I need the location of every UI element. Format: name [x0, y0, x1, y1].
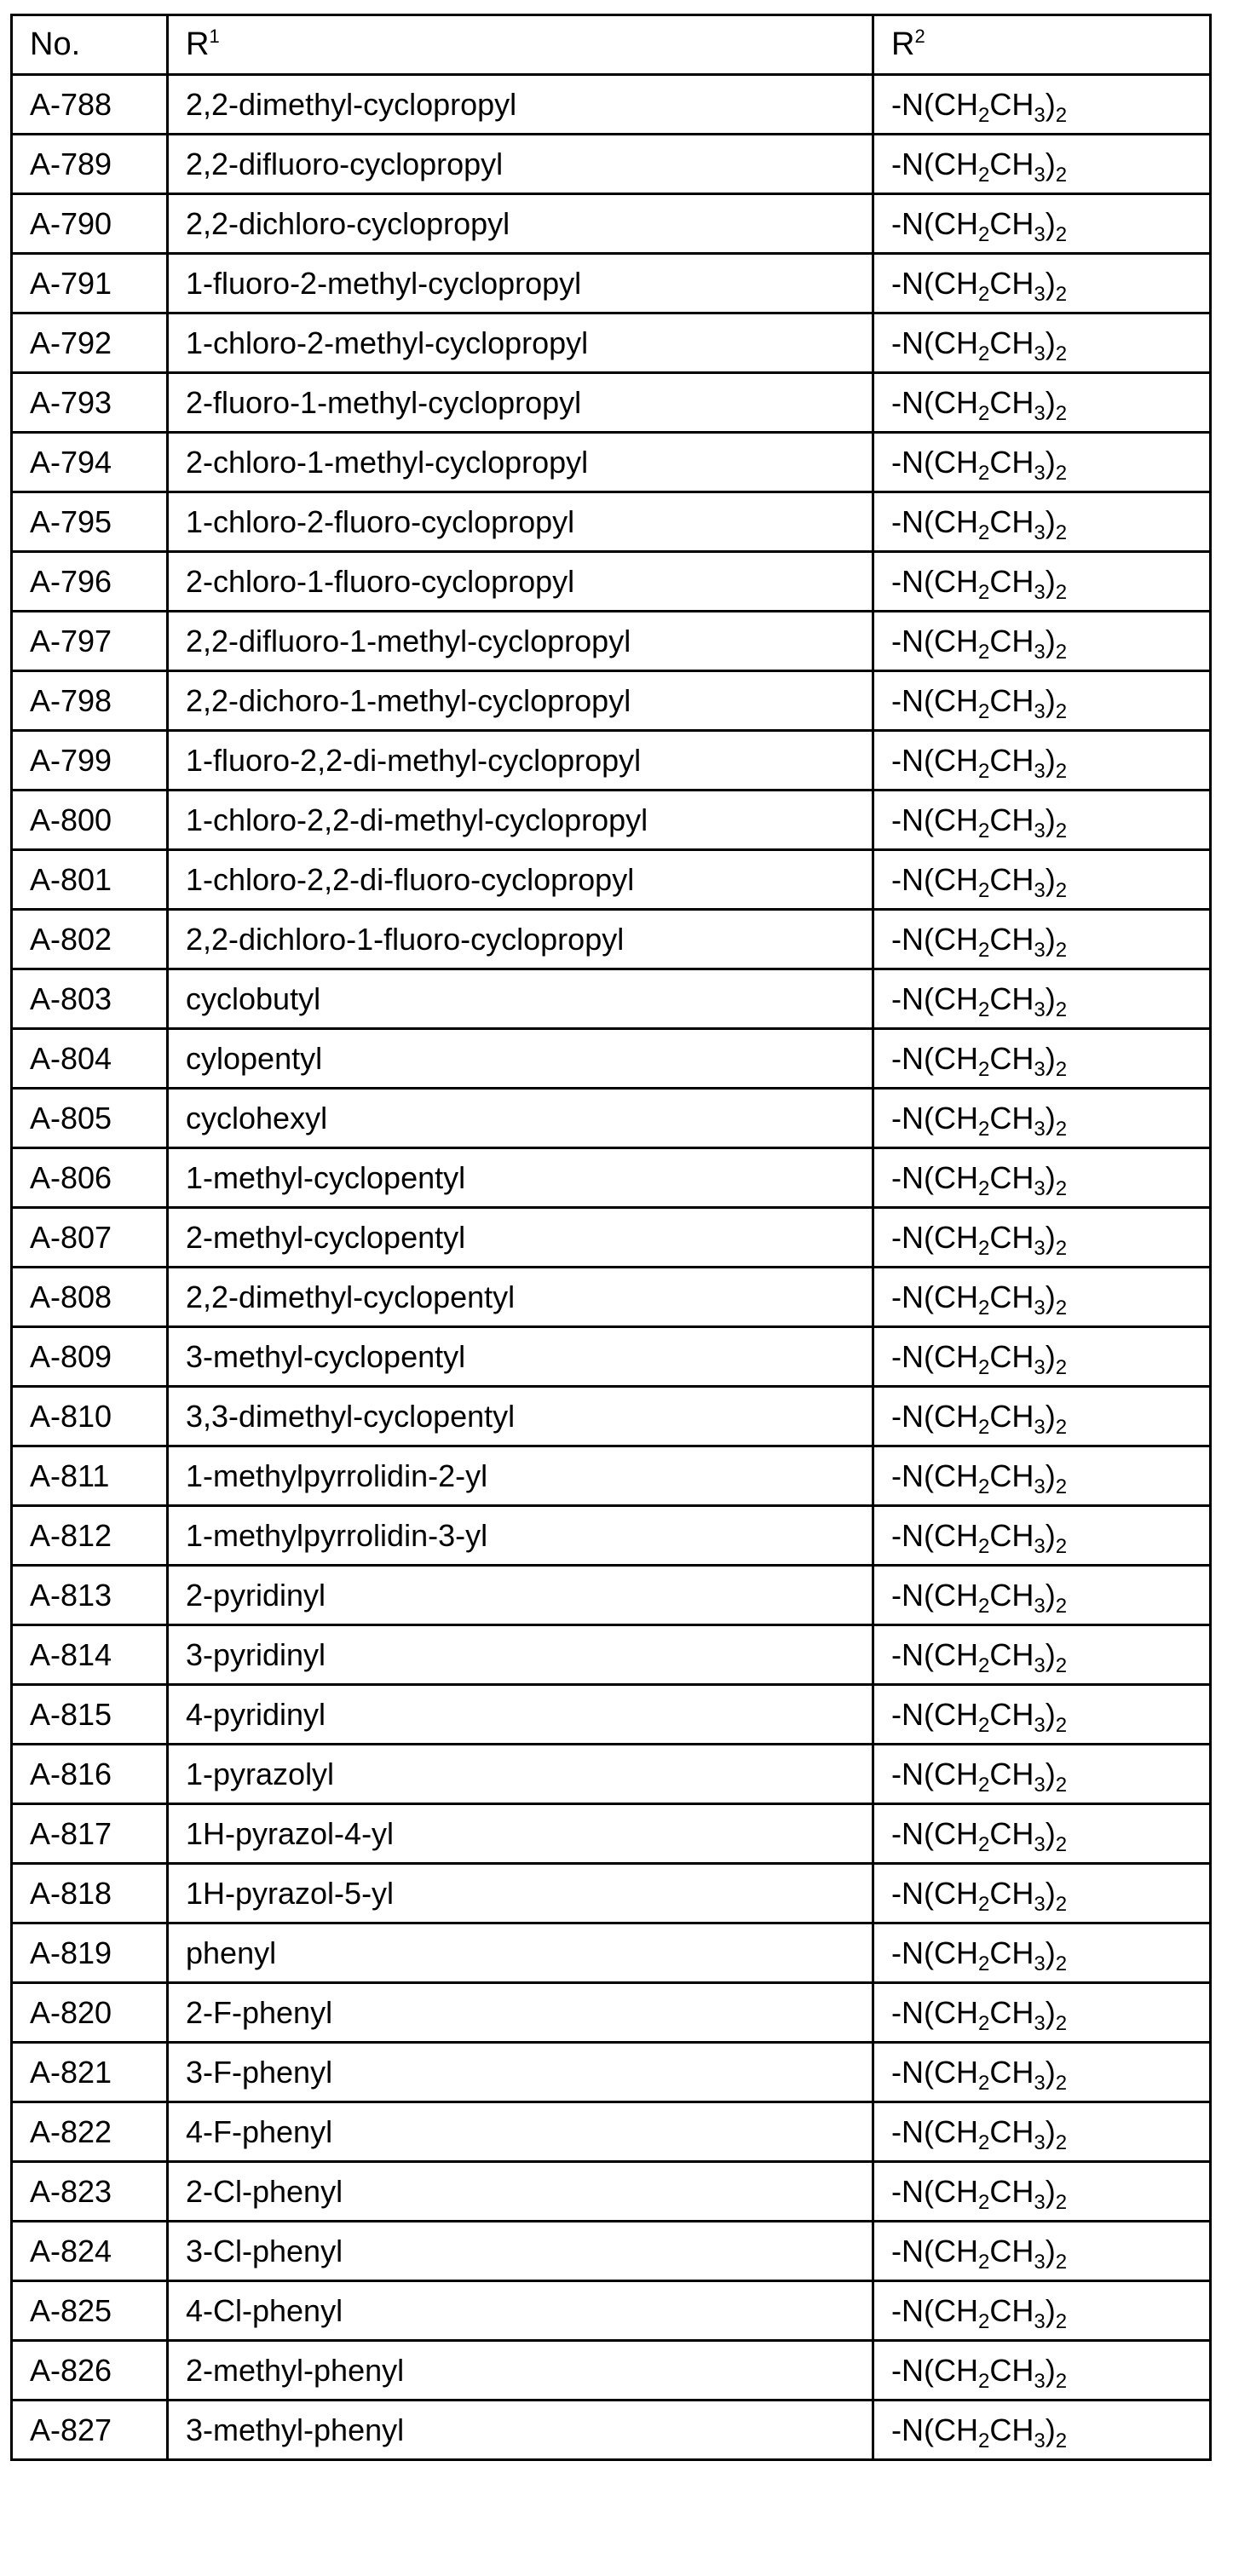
- cell-r1: 3-methyl-phenyl: [168, 2401, 873, 2460]
- cell-no: A-793: [12, 373, 168, 433]
- table-row: [12, 731, 1211, 791]
- cell-r1: 1-chloro-2-methyl-cyclopropyl: [168, 313, 873, 373]
- cell-r2: -N(CH2CH3)2: [873, 1387, 1211, 1446]
- table-row: [12, 2281, 1211, 2341]
- cell-no: A-796: [12, 552, 168, 612]
- cell-no: A-821: [12, 2043, 168, 2102]
- cell-r1: 1-pyrazolyl: [168, 1745, 873, 1804]
- cell-r1: 1-chloro-2-fluoro-cyclopropyl: [168, 492, 873, 552]
- cell-no: A-823: [12, 2162, 168, 2222]
- cell-no: A-800: [12, 791, 168, 850]
- cell-r1: 2,2-dimethyl-cyclopentyl: [168, 1268, 873, 1327]
- table-row: [12, 2222, 1211, 2281]
- cell-r1: 1-chloro-2,2-di-methyl-cyclopropyl: [168, 791, 873, 850]
- cell-r1: cyclohexyl: [168, 1089, 873, 1148]
- cell-r1: 2-pyridinyl: [168, 1566, 873, 1625]
- cell-no: A-814: [12, 1625, 168, 1685]
- cell-r1: 2-chloro-1-fluoro-cyclopropyl: [168, 552, 873, 612]
- header-r2: R2: [873, 15, 1211, 75]
- cell-no: A-813: [12, 1566, 168, 1625]
- cell-no: A-825: [12, 2281, 168, 2341]
- cell-r2: -N(CH2CH3)2: [873, 1148, 1211, 1208]
- cell-r1: 3-pyridinyl: [168, 1625, 873, 1685]
- cell-r2: -N(CH2CH3)2: [873, 612, 1211, 671]
- cell-r1: 2,2-dichloro-1-fluoro-cyclopropyl: [168, 910, 873, 969]
- cell-r2: -N(CH2CH3)2: [873, 2341, 1211, 2401]
- cell-r2: -N(CH2CH3)2: [873, 373, 1211, 433]
- table-row: [12, 2162, 1211, 2222]
- cell-r1: phenyl: [168, 1923, 873, 1983]
- cell-r1: 1-chloro-2,2-di-fluoro-cyclopropyl: [168, 850, 873, 910]
- cell-r1: 1-methylpyrrolidin-3-yl: [168, 1506, 873, 1566]
- table-row: [12, 1208, 1211, 1268]
- cell-r2: -N(CH2CH3)2: [873, 1566, 1211, 1625]
- cell-no: A-820: [12, 1983, 168, 2043]
- cell-no: A-811: [12, 1446, 168, 1506]
- table-row: [12, 1506, 1211, 1566]
- cell-r2: -N(CH2CH3)2: [873, 1327, 1211, 1387]
- table-row: [12, 1029, 1211, 1089]
- table-row: [12, 612, 1211, 671]
- table-row: [12, 2401, 1211, 2460]
- cell-no: A-794: [12, 433, 168, 492]
- table-row: [12, 1625, 1211, 1685]
- table-row: [12, 671, 1211, 731]
- table-row: [12, 313, 1211, 373]
- cell-r2: -N(CH2CH3)2: [873, 254, 1211, 313]
- cell-r2: -N(CH2CH3)2: [873, 2222, 1211, 2281]
- cell-r1: 1-methyl-cyclopentyl: [168, 1148, 873, 1208]
- cell-no: A-792: [12, 313, 168, 373]
- cell-r2: -N(CH2CH3)2: [873, 2043, 1211, 2102]
- cell-no: A-819: [12, 1923, 168, 1983]
- cell-r1: 2,2-difluoro-cyclopropyl: [168, 135, 873, 194]
- cell-no: A-795: [12, 492, 168, 552]
- table-row: [12, 2341, 1211, 2401]
- cell-no: A-818: [12, 1864, 168, 1923]
- cell-r2: -N(CH2CH3)2: [873, 1625, 1211, 1685]
- cell-r2: -N(CH2CH3)2: [873, 433, 1211, 492]
- cell-r1: 4-Cl-phenyl: [168, 2281, 873, 2341]
- table-row: [12, 433, 1211, 492]
- table-row: [12, 791, 1211, 850]
- cell-r2: -N(CH2CH3)2: [873, 1804, 1211, 1864]
- table-row: [12, 1566, 1211, 1625]
- table-row: [12, 492, 1211, 552]
- cell-r2: -N(CH2CH3)2: [873, 1506, 1211, 1566]
- cell-r1: 2-fluoro-1-methyl-cyclopropyl: [168, 373, 873, 433]
- table-row: [12, 194, 1211, 254]
- table-row: [12, 135, 1211, 194]
- cell-no: A-797: [12, 612, 168, 671]
- cell-r2: -N(CH2CH3)2: [873, 791, 1211, 850]
- cell-r1: 2-methyl-phenyl: [168, 2341, 873, 2401]
- cell-no: A-808: [12, 1268, 168, 1327]
- cell-no: A-815: [12, 1685, 168, 1745]
- table-row: [12, 1864, 1211, 1923]
- table-row: [12, 1148, 1211, 1208]
- cell-r1: 3-F-phenyl: [168, 2043, 873, 2102]
- cell-r1: 2-methyl-cyclopentyl: [168, 1208, 873, 1268]
- cell-r1: 3-Cl-phenyl: [168, 2222, 873, 2281]
- cell-no: A-803: [12, 969, 168, 1029]
- cell-r1: cylopentyl: [168, 1029, 873, 1089]
- cell-r2: -N(CH2CH3)2: [873, 135, 1211, 194]
- table-row: [12, 254, 1211, 313]
- cell-no: A-798: [12, 671, 168, 731]
- cell-no: A-801: [12, 850, 168, 910]
- cell-no: A-817: [12, 1804, 168, 1864]
- cell-r2: -N(CH2CH3)2: [873, 552, 1211, 612]
- cell-no: A-791: [12, 254, 168, 313]
- cell-r2: -N(CH2CH3)2: [873, 2102, 1211, 2162]
- cell-r1: 2-F-phenyl: [168, 1983, 873, 2043]
- cell-r1: 4-F-phenyl: [168, 2102, 873, 2162]
- table-row: [12, 1446, 1211, 1506]
- cell-no: A-809: [12, 1327, 168, 1387]
- table-row: [12, 1983, 1211, 2043]
- cell-no: A-810: [12, 1387, 168, 1446]
- cell-no: A-827: [12, 2401, 168, 2460]
- cell-r1: 2,2-difluoro-1-methyl-cyclopropyl: [168, 612, 873, 671]
- cell-r1: 2-chloro-1-methyl-cyclopropyl: [168, 433, 873, 492]
- cell-no: A-789: [12, 135, 168, 194]
- cell-r2: -N(CH2CH3)2: [873, 2281, 1211, 2341]
- cell-r1: 3,3-dimethyl-cyclopentyl: [168, 1387, 873, 1446]
- cell-r2: -N(CH2CH3)2: [873, 1983, 1211, 2043]
- cell-no: A-802: [12, 910, 168, 969]
- table-row: [12, 2102, 1211, 2162]
- table-row: [12, 1387, 1211, 1446]
- cell-r2: -N(CH2CH3)2: [873, 1446, 1211, 1506]
- cell-no: A-816: [12, 1745, 168, 1804]
- cell-r1: 2,2-dimethyl-cyclopropyl: [168, 75, 873, 135]
- cell-r2: -N(CH2CH3)2: [873, 1923, 1211, 1983]
- table-row: [12, 1268, 1211, 1327]
- cell-no: A-807: [12, 1208, 168, 1268]
- table-row: [12, 1923, 1211, 1983]
- cell-r1: 2,2-dichoro-1-methyl-cyclopropyl: [168, 671, 873, 731]
- table-row: [12, 1089, 1211, 1148]
- cell-r2: -N(CH2CH3)2: [873, 2162, 1211, 2222]
- table-row: [12, 1327, 1211, 1387]
- table-row: [12, 910, 1211, 969]
- cell-r1: 1H-pyrazol-4-yl: [168, 1804, 873, 1864]
- table-row: [12, 1685, 1211, 1745]
- cell-r2: -N(CH2CH3)2: [873, 910, 1211, 969]
- cell-r2: -N(CH2CH3)2: [873, 731, 1211, 791]
- header-row: [12, 15, 1211, 75]
- cell-no: A-788: [12, 75, 168, 135]
- cell-r2: -N(CH2CH3)2: [873, 1029, 1211, 1089]
- cell-no: A-812: [12, 1506, 168, 1566]
- cell-r2: -N(CH2CH3)2: [873, 75, 1211, 135]
- table-row: [12, 2043, 1211, 2102]
- compound-table: [10, 14, 1212, 2461]
- cell-r1: 1H-pyrazol-5-yl: [168, 1864, 873, 1923]
- table-row: [12, 1804, 1211, 1864]
- cell-r2: -N(CH2CH3)2: [873, 1745, 1211, 1804]
- cell-r1: 1-fluoro-2-methyl-cyclopropyl: [168, 254, 873, 313]
- cell-r1: 3-methyl-cyclopentyl: [168, 1327, 873, 1387]
- cell-r1: 1-methylpyrrolidin-2-yl: [168, 1446, 873, 1506]
- cell-r2: -N(CH2CH3)2: [873, 492, 1211, 552]
- cell-r1: 1-fluoro-2,2-di-methyl-cyclopropyl: [168, 731, 873, 791]
- cell-r2: -N(CH2CH3)2: [873, 194, 1211, 254]
- table-row: [12, 969, 1211, 1029]
- cell-no: A-822: [12, 2102, 168, 2162]
- cell-no: A-806: [12, 1148, 168, 1208]
- cell-r1: 2,2-dichloro-cyclopropyl: [168, 194, 873, 254]
- cell-r1: 4-pyridinyl: [168, 1685, 873, 1745]
- cell-r1: 2-Cl-phenyl: [168, 2162, 873, 2222]
- cell-no: A-826: [12, 2341, 168, 2401]
- cell-no: A-790: [12, 194, 168, 254]
- table-row: [12, 373, 1211, 433]
- table-row: [12, 552, 1211, 612]
- cell-r2: -N(CH2CH3)2: [873, 1208, 1211, 1268]
- cell-r1: cyclobutyl: [168, 969, 873, 1029]
- cell-no: A-799: [12, 731, 168, 791]
- cell-r2: -N(CH2CH3)2: [873, 1685, 1211, 1745]
- header-r1: R1: [168, 15, 873, 75]
- cell-no: A-804: [12, 1029, 168, 1089]
- cell-r2: -N(CH2CH3)2: [873, 313, 1211, 373]
- cell-r2: -N(CH2CH3)2: [873, 850, 1211, 910]
- cell-no: A-824: [12, 2222, 168, 2281]
- cell-r2: -N(CH2CH3)2: [873, 671, 1211, 731]
- cell-r2: -N(CH2CH3)2: [873, 1089, 1211, 1148]
- header-no: No.: [12, 15, 168, 75]
- table-row: [12, 850, 1211, 910]
- cell-r2: -N(CH2CH3)2: [873, 1864, 1211, 1923]
- cell-r2: -N(CH2CH3)2: [873, 969, 1211, 1029]
- table-row: [12, 75, 1211, 135]
- table-row: [12, 1745, 1211, 1804]
- cell-r2: -N(CH2CH3)2: [873, 1268, 1211, 1327]
- cell-no: A-805: [12, 1089, 168, 1148]
- cell-r2: -N(CH2CH3)2: [873, 2401, 1211, 2460]
